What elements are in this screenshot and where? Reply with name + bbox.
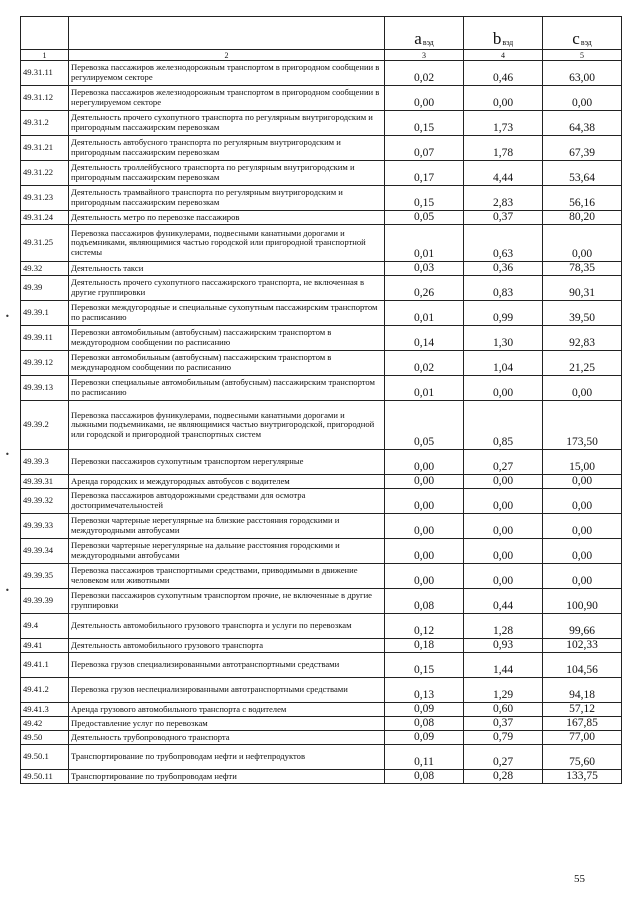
- row-description: Деятельность такси: [69, 262, 385, 276]
- row-value-b: 1,29: [464, 678, 543, 703]
- table-row: [21, 376, 622, 401]
- row-value-a: 0,05: [385, 211, 464, 225]
- row-code: 49.41.2: [21, 678, 69, 703]
- row-code: 49.32: [21, 262, 69, 276]
- row-value-c: 75,60: [543, 745, 622, 770]
- row-value-c: 56,16: [543, 186, 622, 211]
- row-value-a: 0,01: [385, 376, 464, 401]
- table-row: [21, 564, 622, 589]
- row-value-b: 0,00: [464, 564, 543, 589]
- table-row: [21, 111, 622, 136]
- row-value-a: 0,09: [385, 703, 464, 717]
- row-code: 49.39.13: [21, 376, 69, 401]
- row-value-b: 0,28: [464, 770, 543, 784]
- margin-mark: •: [5, 312, 10, 321]
- row-value-a: 0,00: [385, 514, 464, 539]
- table-row: [21, 539, 622, 564]
- table-row: [21, 326, 622, 351]
- row-value-a: 0,09: [385, 731, 464, 745]
- row-value-a: 0,01: [385, 301, 464, 326]
- row-value-c: 0,00: [543, 475, 622, 489]
- row-code: 49.39.3: [21, 450, 69, 475]
- row-code: 49.4: [21, 614, 69, 639]
- row-value-c: 64,38: [543, 111, 622, 136]
- row-description: Деятельность трамвайного транспорта по регулярным внутригородским и пригородным пассажирским перевозкам: [69, 186, 385, 211]
- table-row: [21, 475, 622, 489]
- table-row: [21, 211, 622, 225]
- row-value-b: 0,60: [464, 703, 543, 717]
- table-row: [21, 639, 622, 653]
- row-value-a: 0,05: [385, 401, 464, 450]
- row-value-c: 102,33: [543, 639, 622, 653]
- row-code: 49.41.1: [21, 653, 69, 678]
- header-row: [21, 17, 622, 50]
- row-value-c: 53,64: [543, 161, 622, 186]
- row-value-b: 0,00: [464, 86, 543, 111]
- row-value-b: 0,00: [464, 489, 543, 514]
- table-row: [21, 86, 622, 111]
- row-value-c: 0,00: [543, 514, 622, 539]
- header-cell-b: $b_{вэд}$: [464, 17, 543, 50]
- row-value-b: 0,27: [464, 450, 543, 475]
- row-description: Деятельность автомобильного грузового транспорта: [69, 639, 385, 653]
- row-description: Деятельность метро по перевозке пассажиров: [69, 211, 385, 225]
- row-code: 49.39.39: [21, 589, 69, 614]
- table-row: [21, 770, 622, 784]
- row-value-a: 0,03: [385, 262, 464, 276]
- row-value-c: 94,18: [543, 678, 622, 703]
- margin-mark: •: [5, 450, 10, 459]
- row-description: Перевозка пассажиров автодорожными средствами для осмотра достопримечательностей: [69, 489, 385, 514]
- coefficients-table: [20, 16, 622, 784]
- row-value-b: 4,44: [464, 161, 543, 186]
- table-row: [21, 703, 622, 717]
- row-value-b: 1,04: [464, 351, 543, 376]
- row-code: 49.31.22: [21, 161, 69, 186]
- table-row: [21, 161, 622, 186]
- row-value-c: 167,85: [543, 717, 622, 731]
- row-description: Перевозки чартерные нерегулярные на близкие расстояния городскими и междугородными автобусами: [69, 514, 385, 539]
- row-value-b: 0,00: [464, 376, 543, 401]
- row-value-c: 100,90: [543, 589, 622, 614]
- table-row: [21, 731, 622, 745]
- row-value-c: 80,20: [543, 211, 622, 225]
- row-value-c: 0,00: [543, 539, 622, 564]
- row-value-a: 0,11: [385, 745, 464, 770]
- table-row: [21, 301, 622, 326]
- row-value-c: 63,00: [543, 61, 622, 86]
- row-description: Перевозки специальные автомобильным (автобусным) пассажирским транспортом по расписанию: [69, 376, 385, 401]
- table-row: [21, 514, 622, 539]
- row-description: Деятельность автомобильного грузового транспорта и услуги по перевозкам: [69, 614, 385, 639]
- row-description: Предоставление услуг по перевозкам: [69, 717, 385, 731]
- row-description: Перевозка пассажиров фуникулерами, подвесными канатными дорогами и лыжными подъемниками, не являющимися частью внутригородской, пригородной или городской и пригородной транспортных систем: [69, 401, 385, 450]
- row-code: 49.31.2: [21, 111, 69, 136]
- table-row: [21, 262, 622, 276]
- row-value-a: 0,26: [385, 276, 464, 301]
- table-row: [21, 61, 622, 86]
- row-value-b: 0,37: [464, 717, 543, 731]
- row-code: 49.39.31: [21, 475, 69, 489]
- table-row: [21, 276, 622, 301]
- row-code: 49.39.34: [21, 539, 69, 564]
- table-row: [21, 450, 622, 475]
- row-value-c: 21,25: [543, 351, 622, 376]
- row-value-c: 67,39: [543, 136, 622, 161]
- row-description: Перевозка грузов специализированными автотранспортными средствами: [69, 653, 385, 678]
- row-value-b: 0,00: [464, 475, 543, 489]
- row-value-b: 0,44: [464, 589, 543, 614]
- row-value-a: 0,08: [385, 589, 464, 614]
- row-description: Перевозки автомобильным (автобусным) пассажирским транспортом в международном сообщении по расписанию: [69, 351, 385, 376]
- column-index: 1: [21, 50, 69, 61]
- row-value-c: 173,50: [543, 401, 622, 450]
- row-code: 49.31.21: [21, 136, 69, 161]
- row-code: 49.39.11: [21, 326, 69, 351]
- row-value-a: 0,18: [385, 639, 464, 653]
- row-code: 49.39.32: [21, 489, 69, 514]
- row-code: 49.31.23: [21, 186, 69, 211]
- row-value-a: 0,00: [385, 450, 464, 475]
- row-code: 49.31.25: [21, 225, 69, 262]
- row-value-b: 0,99: [464, 301, 543, 326]
- row-description: Деятельность трубопроводного транспорта: [69, 731, 385, 745]
- table-row: [21, 745, 622, 770]
- row-value-b: 0,46: [464, 61, 543, 86]
- row-value-a: 0,01: [385, 225, 464, 262]
- table-row: [21, 351, 622, 376]
- row-value-c: 99,66: [543, 614, 622, 639]
- row-description: Перевозка пассажиров фуникулерами, подвесными канатными дорогами и подъемниками, являющимися частью городской или пригородной транспортной системы: [69, 225, 385, 262]
- row-description: Перевозка грузов неспециализированными автотранспортными средствами: [69, 678, 385, 703]
- table-row: [21, 678, 622, 703]
- row-value-b: 0,00: [464, 514, 543, 539]
- row-description: Аренда городских и междугородных автобусов с водителем: [69, 475, 385, 489]
- row-value-c: 0,00: [543, 376, 622, 401]
- row-code: 49.31.12: [21, 86, 69, 111]
- row-value-a: 0,00: [385, 539, 464, 564]
- row-value-a: 0,00: [385, 564, 464, 589]
- row-description: Транспортирование по трубопроводам нефти: [69, 770, 385, 784]
- row-value-b: 1,28: [464, 614, 543, 639]
- row-code: 49.31.24: [21, 211, 69, 225]
- row-value-a: 0,08: [385, 717, 464, 731]
- table-row: [21, 653, 622, 678]
- row-description: Перевозка пассажиров транспортными средствами, приводимыми в движение человеком или животными: [69, 564, 385, 589]
- row-value-a: 0,08: [385, 770, 464, 784]
- row-value-c: 104,56: [543, 653, 622, 678]
- header-cell-c: $c_{вэд}$: [543, 17, 622, 50]
- column-index: 3: [385, 50, 464, 61]
- row-value-c: 0,00: [543, 489, 622, 514]
- row-code: 49.39.35: [21, 564, 69, 589]
- row-code: 49.41.3: [21, 703, 69, 717]
- row-value-b: 0,36: [464, 262, 543, 276]
- table-row: [21, 136, 622, 161]
- row-code: 49.39.33: [21, 514, 69, 539]
- table-row: [21, 717, 622, 731]
- row-value-a: 0,00: [385, 489, 464, 514]
- row-value-a: 0,02: [385, 61, 464, 86]
- table-row: [21, 401, 622, 450]
- row-value-b: 0,85: [464, 401, 543, 450]
- row-value-c: 0,00: [543, 564, 622, 589]
- table-row: [21, 589, 622, 614]
- column-index: 2: [69, 50, 385, 61]
- row-code: 49.39.1: [21, 301, 69, 326]
- row-code: 49.39.12: [21, 351, 69, 376]
- row-description: Перевозки чартерные нерегулярные на дальние расстояния городскими и междугородными автобусами: [69, 539, 385, 564]
- row-value-c: 0,00: [543, 225, 622, 262]
- header-cell-a: $a_{вэд}$: [385, 17, 464, 50]
- page-number: 55: [574, 873, 585, 885]
- row-value-b: 0,93: [464, 639, 543, 653]
- row-description: Аренда грузового автомобильного транспорта с водителем: [69, 703, 385, 717]
- row-value-a: 0,00: [385, 475, 464, 489]
- row-value-b: 0,27: [464, 745, 543, 770]
- row-value-a: 0,15: [385, 186, 464, 211]
- row-value-a: 0,13: [385, 678, 464, 703]
- row-code: 49.42: [21, 717, 69, 731]
- margin-mark: •: [5, 586, 10, 595]
- row-code: 49.39: [21, 276, 69, 301]
- row-description: Деятельность троллейбусного транспорта по регулярным внутригородским и пригородным пассажирским перевозкам: [69, 161, 385, 186]
- row-code: 49.50.1: [21, 745, 69, 770]
- row-value-b: 0,79: [464, 731, 543, 745]
- row-value-a: 0,15: [385, 111, 464, 136]
- row-description: Перевозки междугородные и специальные сухопутным пассажирским транспортом по расписанию: [69, 301, 385, 326]
- row-value-a: 0,14: [385, 326, 464, 351]
- row-value-a: 0,07: [385, 136, 464, 161]
- row-value-c: 39,50: [543, 301, 622, 326]
- row-value-a: 0,02: [385, 351, 464, 376]
- row-value-a: 0,15: [385, 653, 464, 678]
- row-value-c: 57,12: [543, 703, 622, 717]
- table-row: [21, 614, 622, 639]
- header-cell-code: [21, 17, 69, 50]
- table-row: [21, 186, 622, 211]
- row-value-b: 1,73: [464, 111, 543, 136]
- row-code: 49.50: [21, 731, 69, 745]
- row-value-b: 1,44: [464, 653, 543, 678]
- column-index: 5: [543, 50, 622, 61]
- row-value-b: 2,83: [464, 186, 543, 211]
- row-value-a: 0,17: [385, 161, 464, 186]
- row-value-c: 90,31: [543, 276, 622, 301]
- row-description: Перевозки пассажиров сухопутным транспортом прочие, не включенные в другие группировки: [69, 589, 385, 614]
- row-description: Перевозки автомобильным (автобусным) пассажирским транспортом в междугородном сообщении по расписанию: [69, 326, 385, 351]
- row-value-b: 0,83: [464, 276, 543, 301]
- row-value-b: 1,78: [464, 136, 543, 161]
- row-code: 49.39.2: [21, 401, 69, 450]
- row-description: Транспортирование по трубопроводам нефти и нефтепродуктов: [69, 745, 385, 770]
- row-value-b: 0,63: [464, 225, 543, 262]
- row-value-c: 92,83: [543, 326, 622, 351]
- table-row: [21, 489, 622, 514]
- row-value-c: 0,00: [543, 86, 622, 111]
- row-description: Деятельность автобусного транспорта по регулярным внутригородским и пригородным пассажирским перевозкам: [69, 136, 385, 161]
- header-cell-desc: [69, 17, 385, 50]
- row-value-b: 1,30: [464, 326, 543, 351]
- document-sheet: [20, 16, 621, 784]
- row-value-c: 133,75: [543, 770, 622, 784]
- row-value-a: 0,12: [385, 614, 464, 639]
- row-description: Деятельность прочего сухопутного пассажирского транспорта, не включенная в другие группировки: [69, 276, 385, 301]
- row-code: 49.31.11: [21, 61, 69, 86]
- row-description: Перевозки пассажиров сухопутным транспортом нерегулярные: [69, 450, 385, 475]
- table-row: [21, 225, 622, 262]
- row-value-c: 77,00: [543, 731, 622, 745]
- row-value-b: 0,00: [464, 539, 543, 564]
- row-description: Перевозка пассажиров железнодорожным транспортом в пригородном сообщении в регулируемом секторе: [69, 61, 385, 86]
- row-code: 49.50.11: [21, 770, 69, 784]
- row-value-a: 0,00: [385, 86, 464, 111]
- row-description: Перевозка пассажиров железнодорожным транспортом в пригородном сообщении в нерегулируемом секторе: [69, 86, 385, 111]
- row-code: 49.41: [21, 639, 69, 653]
- row-description: Деятельность прочего сухопутного транспорта по регулярным внутригородским и пригородным пассажирским перевозкам: [69, 111, 385, 136]
- row-value-c: 78,35: [543, 262, 622, 276]
- column-index: 4: [464, 50, 543, 61]
- row-value-c: 15,00: [543, 450, 622, 475]
- row-value-b: 0,37: [464, 211, 543, 225]
- column-index-row: [21, 50, 622, 61]
